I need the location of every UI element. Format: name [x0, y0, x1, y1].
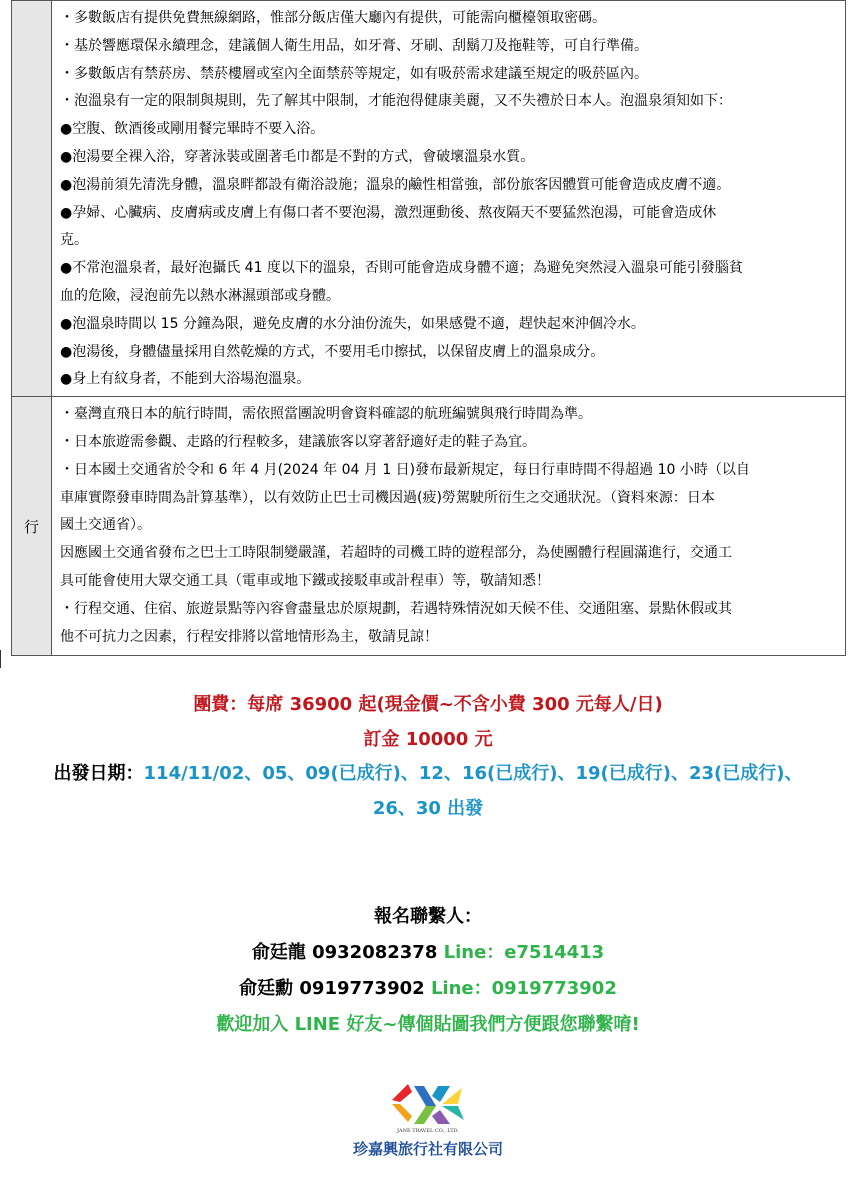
- notes-table: [11, 0, 846, 656]
- departure-dates-line2: 26、30 出發: [372, 797, 484, 819]
- margin-tick: [0, 650, 1, 668]
- contact-heading: 報名聯繫人：: [374, 906, 482, 927]
- notice-line: 血的危險，浸泡前先以熱水淋濕頭部或身體。: [60, 287, 340, 304]
- jane-travel-logo-icon: [378, 1078, 478, 1136]
- contact-person-1: [0, 935, 856, 971]
- pricing-block: [0, 688, 856, 826]
- travel-line: ・臺灣直飛日本的航行時間，需依照當團說明會資料確認的航班編號與飛行時間為準。: [60, 406, 592, 423]
- travel-line: 國土交通省）。: [60, 517, 151, 534]
- travel-line: ・日本旅遊需參觀、走路的行程較多，建議旅客以穿著舒適好走的鞋子為宜。: [60, 433, 536, 450]
- company-name: 珍嘉興旅行社有限公司: [352, 1140, 503, 1158]
- contact-block: [0, 899, 856, 1043]
- notice-line: ・基於響應環保永續理念，建議個人衛生用品，如牙膏、牙刷、刮鬍刀及拖鞋等，可自行準備。: [60, 37, 648, 54]
- travel-row: [12, 397, 846, 656]
- travel-line: ・日本國土交通省於令和 6 年 4 月(2024 年 04 月 1 日)發布最新規定，每日行車時間不得超過 10 小時（以自: [60, 461, 750, 478]
- notice-line: ●身上有紋身者，不能到大浴場泡溫泉。: [60, 371, 311, 388]
- tour-fee: 團費：每席 36900 起(現金價~不含小費 300 元每人/日): [193, 694, 663, 715]
- departure-label: 出發日期：: [53, 763, 144, 784]
- notice-line: ●泡湯後，身體儘量採用自然乾燥的方式，不要用毛巾擦拭，以保留皮膚上的溫泉成分。: [60, 343, 605, 360]
- line-invite: 歡迎加入 LINE 好友~傳個貼圖我們方便跟您聯繫唷!: [216, 1014, 640, 1035]
- travel-line: 車庫實際發車時間為計算基準），以有效防止巴士司機因過(疲)勞駕駛所衍生之交通狀況。（資料來源：日本: [60, 489, 715, 506]
- notice-line: ●孕婦、心臟病、皮膚病或皮膚上有傷口者不要泡湯，激烈運動後、熬夜隔天不要猛然泡湯，可能會造成休: [60, 204, 717, 221]
- notice-line: ・多數飯店有提供免費無線網路，惟部分飯店僅大廳內有提供，可能需向櫃檯領取密碼。: [60, 10, 606, 26]
- travel-side-label: 行: [12, 397, 52, 656]
- contact-name-phone: 俞廷龍 0932082378: [251, 942, 438, 963]
- travel-line: 他不可抗力之因素，行程安排將以當地情形為主，敬請見諒！: [60, 628, 438, 645]
- travel-line: 因應國土交通省發布之巴士工時限制變嚴謹，若超時的司機工時的遊程部分，為使團體行程圓滿進行，交通工: [60, 545, 732, 562]
- notice-line: ・多數飯店有禁菸房、禁菸樓層或室內全面禁菸等規定，如有吸菸需求建議至規定的吸菸區內。: [60, 65, 648, 82]
- notice-line: ●泡湯前須先清洗身體，溫泉畔都設有衛浴設施；溫泉的鹼性相當強，部份旅客因體質可能會造成皮膚不適。: [60, 176, 731, 193]
- notice-line: ●不常泡溫泉者，最好泡攝氏 41 度以下的溫泉，否則可能會造成身體不適；為避免突然浸入溫泉可能引發腦貧: [60, 260, 743, 277]
- contact-line-id: Line：0919773902: [430, 978, 617, 999]
- contact-person-2: [0, 971, 856, 1007]
- travel-content: [52, 397, 846, 656]
- departure-dates-line1: 114/11/02、05、09(已成行)、12、16(已成行)、19(已成行)、23(已成行)、: [143, 763, 803, 784]
- notice-line: ●空腹、飲酒後或剛用餐完畢時不要入浴。: [60, 121, 325, 138]
- travel-line: ・行程交通、住宿、旅遊景點等內容會盡量忠於原規劃，若遇特殊情況如天候不佳、交通阻塞、景點休假或其: [60, 600, 732, 617]
- notice-side-cell: [12, 1, 52, 397]
- logo-text: JANE TRAVEL CO., LTD.: [397, 1128, 459, 1134]
- notice-line: ●泡溫泉時間以 15 分鐘為限，避免皮膚的水分油份流失，如果感覺不適，趕快起來沖個冷水。: [60, 315, 645, 332]
- contact-line-id: Line：e7514413: [443, 942, 605, 963]
- notice-line: ・泡溫泉有一定的限制與規則，先了解其中限制，才能泡得健康美麗，又不失禮於日本人。泡溫泉須知如下：: [60, 93, 732, 110]
- notice-line: 克。: [60, 232, 88, 249]
- notice-row: [12, 1, 846, 397]
- notice-line: ●泡湯要全裸入浴，穿著泳裝或圍著毛巾都是不對的方式，會破壞溫泉水質。: [60, 148, 535, 165]
- travel-line: 具可能會使用大眾交通工具（電車或地下鐵或接駁車或計程車）等，敬請知悉！: [60, 572, 550, 589]
- notice-content: [52, 1, 846, 397]
- departure-dates: [0, 757, 856, 792]
- deposit: 訂金 10000 元: [363, 728, 493, 750]
- contact-name-phone: 俞廷勳 0919773902: [239, 978, 425, 999]
